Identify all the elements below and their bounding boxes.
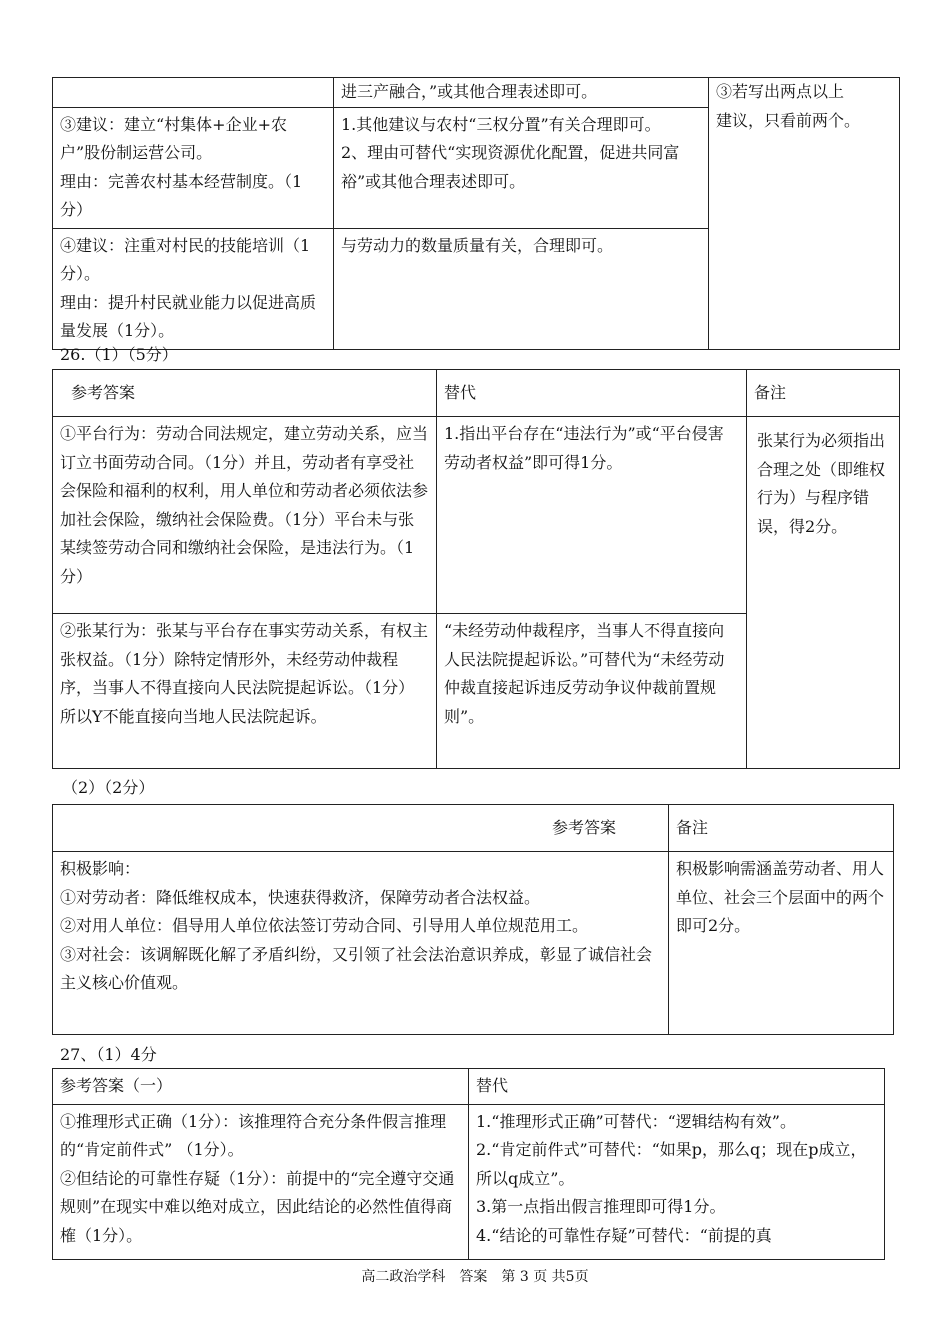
section-heading-26-2: （2）（2分） <box>62 778 155 797</box>
column-header: 参考答案 <box>53 370 437 417</box>
answer-text: ②对用人单位：倡导用人单位依法签订劳动合同、引导用人单位规范用工。 <box>60 916 589 935</box>
table-row <box>53 417 900 614</box>
answer-text: ②但结论的可靠性存疑（1分）：前提中的“完全遵守交通规则”在现实中难以绝对成立，因此结论的必然性值得商榷（1分）。 <box>60 1168 455 1245</box>
section-heading-26-1: 26.（1）（5分） <box>60 345 178 364</box>
table-q27-1 <box>52 1068 885 1260</box>
answer-cell <box>53 78 334 108</box>
note-cell <box>709 78 900 350</box>
alt-text: 1.“推理形式正确”可替代：“逻辑结构有效”。 <box>476 1111 796 1131</box>
note-cell: 积极影响需涵盖劳动者、用人单位、社会三个层面中的两个即可2分。 <box>669 852 894 1035</box>
answer-text: ①对劳动者：降低维权成本，快速获得救济，保障劳动者合法权益。 <box>60 887 541 907</box>
note-text: 建议，只看前两个。 <box>716 110 861 130</box>
table-q26-1 <box>52 369 900 769</box>
answer-cell <box>53 228 334 349</box>
section-heading-27-1: 27、（1）4分 <box>60 1045 157 1064</box>
answer-text: ③对社会：该调解既化解了矛盾纠纷，又引领了社会法治意识养成，彰显了诚信社会主义核心价值观。 <box>60 944 653 992</box>
alt-text: 2、理由可替代“实现资源优化配置，促进共同富裕”或其他合理表述即可。 <box>341 143 680 191</box>
alt-cell: “未经劳动仲裁程序，当事人不得直接向人民法院提起诉讼。”可替代为“未经劳动仲裁直接起诉违反劳动争议仲裁前置规则”。 <box>437 614 747 769</box>
alt-cell <box>334 78 709 108</box>
table-q26-2 <box>52 804 894 1035</box>
table-row <box>53 852 894 1035</box>
alt-text: 1.其他建议与农村“三权分置”有关合理即可。 <box>341 114 661 134</box>
column-header: 备注 <box>669 805 894 852</box>
table-header-row <box>53 370 900 417</box>
alt-text: 3.第一点指出假言推理即可得1分。 <box>476 1197 726 1216</box>
answer-text: 理由：完善农村基本经营制度。（1分） <box>60 171 303 219</box>
answer-cell: ②张某行为：张某与平台存在事实劳动关系，有权主张权益。（1分）除特定情形外，未经劳动仲裁程序，当事人不得直接向人民法院提起诉讼。（1分）所以Y不能直接向当地人民法院起诉。 <box>53 614 437 769</box>
alt-text: 4.“结论的可靠性存疑”可替代：“前提的真 <box>476 1225 772 1245</box>
column-header: 备注 <box>747 370 900 417</box>
column-header: 参考答案（一） <box>53 1069 469 1105</box>
column-header: 替代 <box>437 370 747 417</box>
answer-cell <box>53 852 669 1035</box>
table-header-row <box>53 1069 885 1105</box>
alt-text: 与劳动力的数量质量有关，合理即可。 <box>341 235 614 255</box>
alt-cell <box>334 107 709 228</box>
page-footer: 高二政治学科 答案 第 3 页 共5页 <box>361 1269 589 1285</box>
alt-text: 2.“肯定前件式”可替代：“如果p，那么q；现在p成立，所以q成立”。 <box>476 1140 867 1188</box>
answer-text: 理由：提升村民就业能力以促进高质量发展（1分）。 <box>60 292 317 340</box>
table-row <box>53 78 900 108</box>
answer-cell: ①平台行为：劳动合同法规定，建立劳动关系，应当订立书面劳动合同。（1分）并且，劳动者有享受社会保险和福利的权利，用人单位和劳动者必须依法参加社会保险，缴纳社会保险费。（1分）平台未与张某续签劳动合同和缴纳社会保险，是违法行为。（1分） <box>53 417 437 614</box>
table-q25-continued <box>52 77 900 350</box>
answer-text: ①推理形式正确（1分）：该推理符合充分条件假言推理的“肯定前件式” （1分）。 <box>60 1111 447 1159</box>
column-header: 参考答案 <box>53 805 669 852</box>
answer-cell <box>53 1104 469 1259</box>
answer-text: 积极影响： <box>60 859 141 878</box>
answer-text: ④建议：注重对村民的技能培训（1分）。 <box>60 235 311 283</box>
alt-cell <box>469 1104 885 1259</box>
table-header-row <box>53 805 894 852</box>
note-text: ③若写出两点以上 <box>716 82 845 101</box>
note-cell: 张某行为必须指出合理之处（即维权行为）与程序错误，得2分。 <box>747 417 900 769</box>
alt-cell <box>334 228 709 349</box>
table-row <box>53 1104 885 1259</box>
answer-cell <box>53 107 334 228</box>
answer-text: ③建议：建立“村集体+企业+农户”股份制运营公司。 <box>60 114 287 162</box>
alt-text: 进三产融合，”或其他合理表述即可。 <box>341 82 598 101</box>
column-header: 替代 <box>469 1069 885 1105</box>
alt-cell: 1.指出平台存在“违法行为”或“平台侵害劳动者权益”即可得1分。 <box>437 417 747 614</box>
